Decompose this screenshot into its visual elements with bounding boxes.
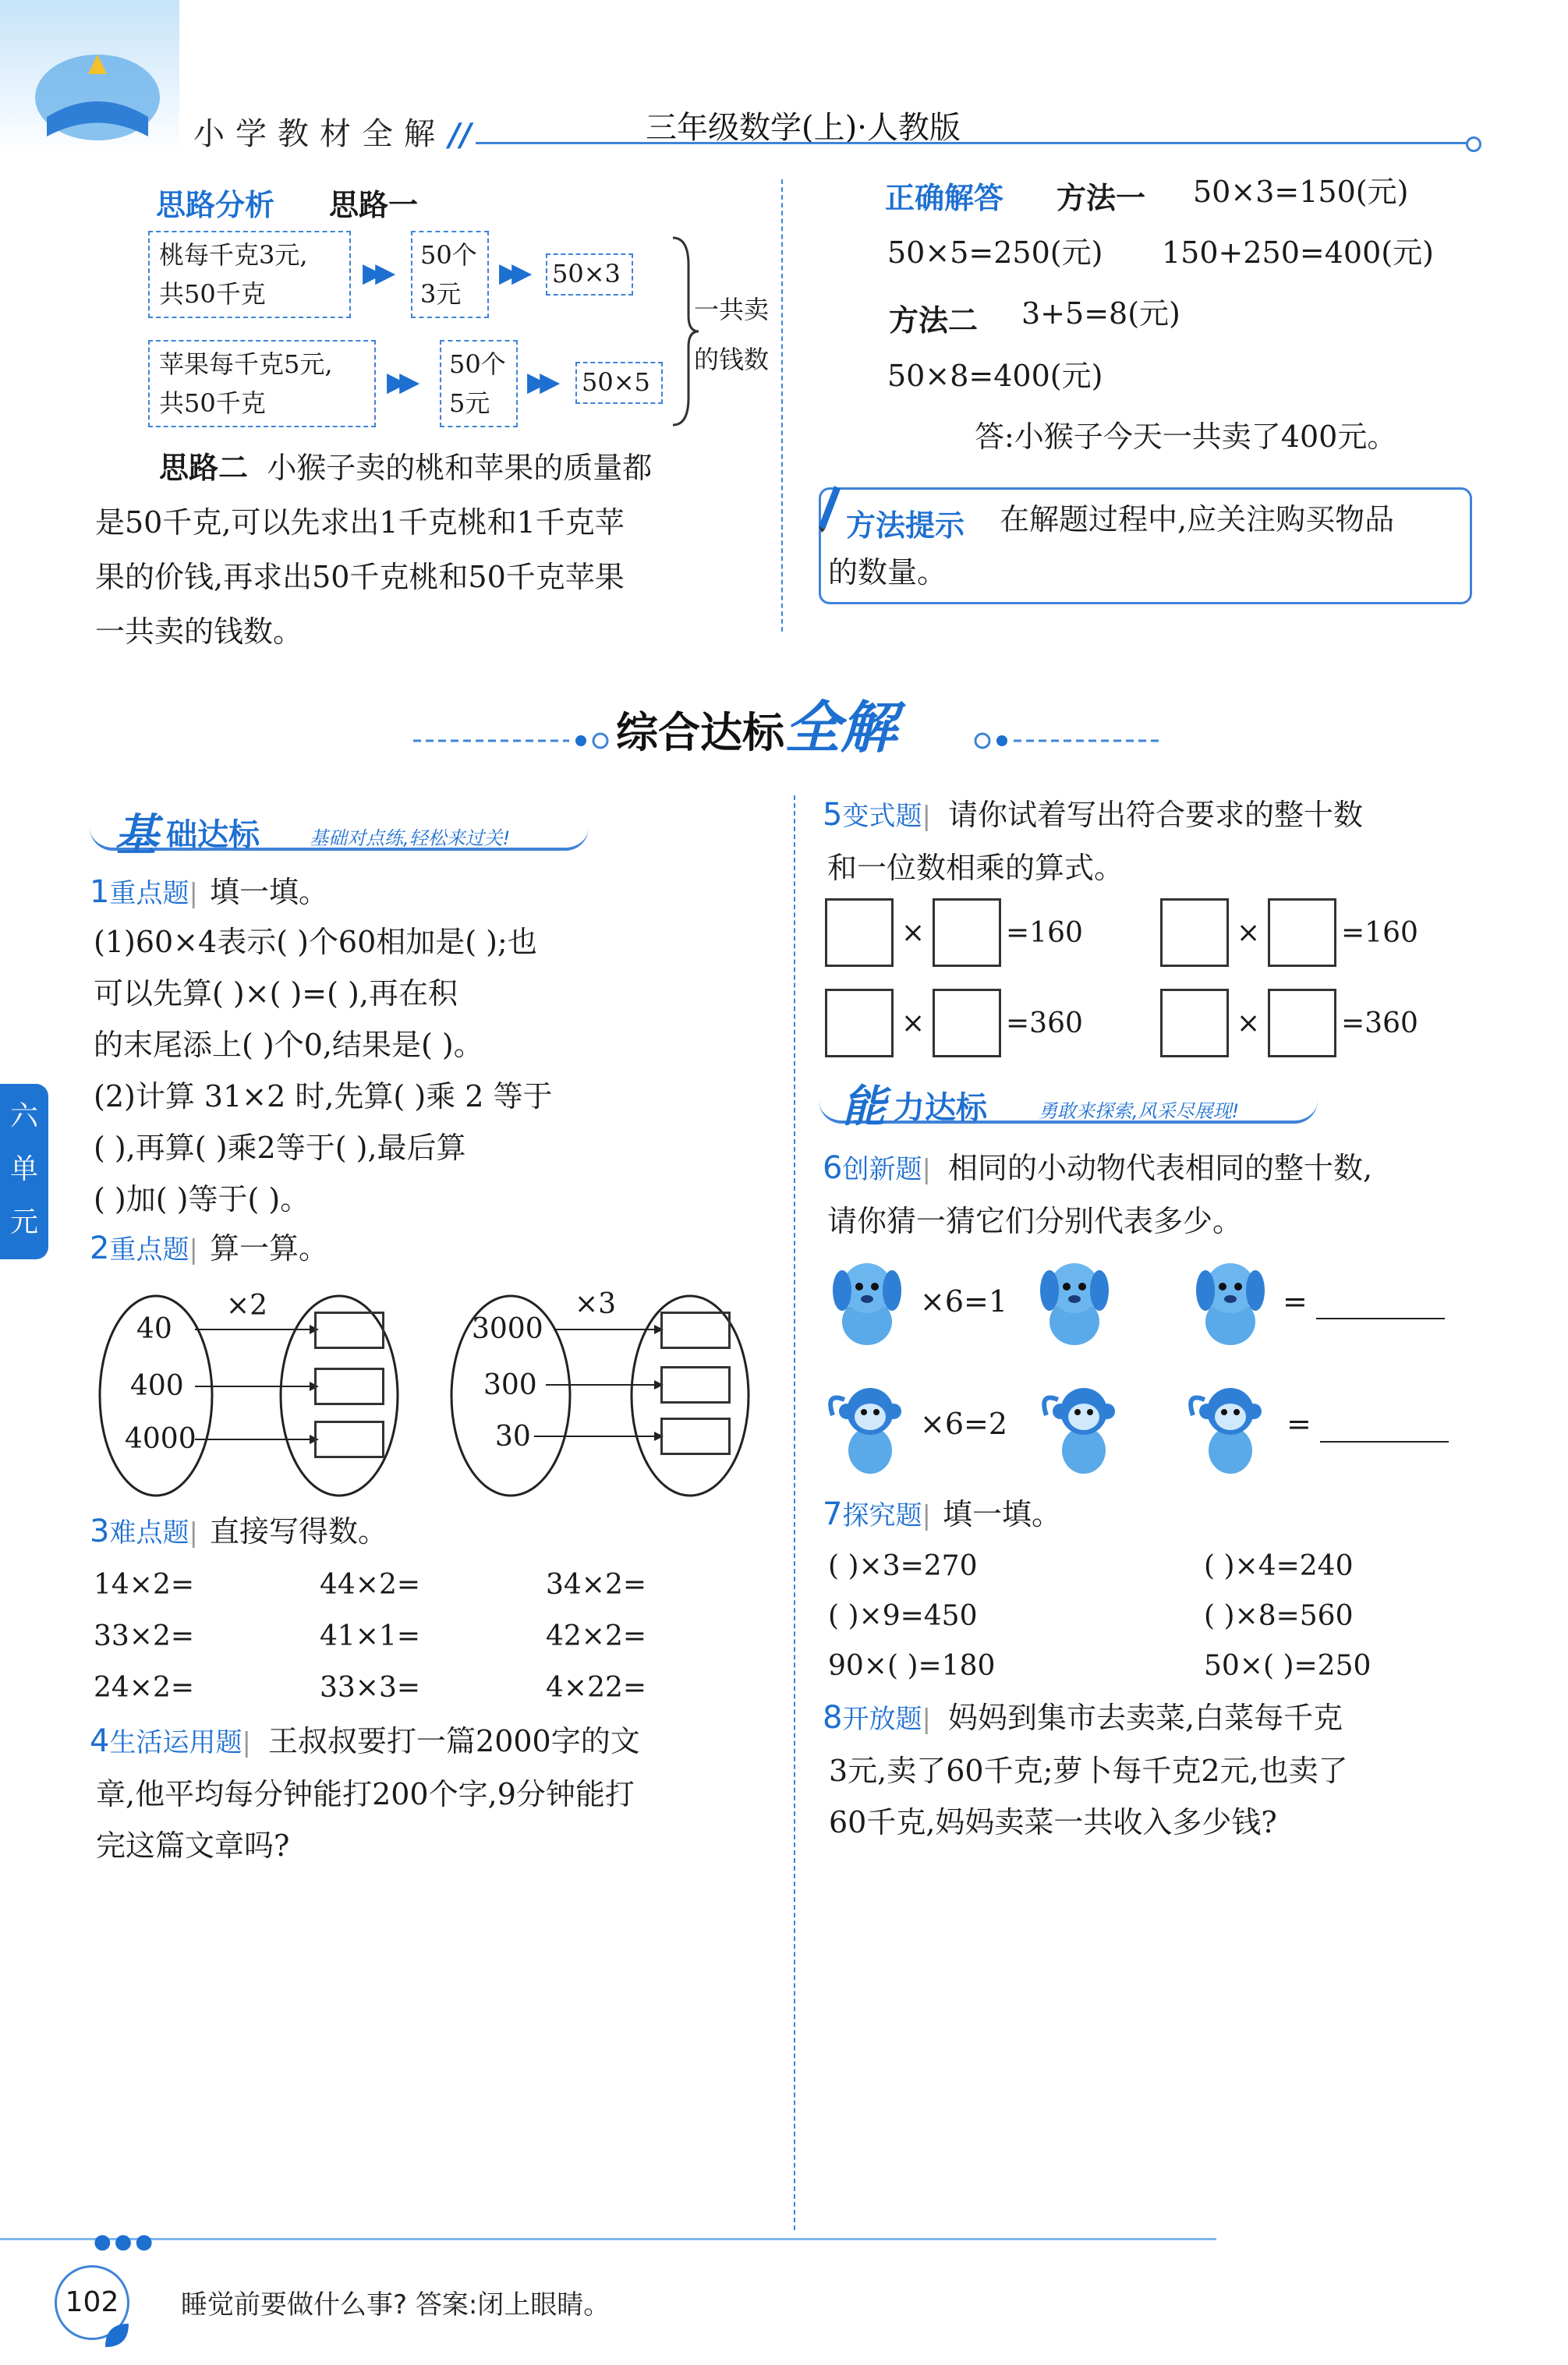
answer-box[interactable]: [1160, 898, 1229, 967]
top-column-separator: [781, 179, 783, 632]
header-slash-icon: //: [448, 117, 472, 154]
tip-text-1: 在解题过程中,应关注购买物品: [1000, 502, 1395, 536]
answer-box[interactable]: [825, 989, 894, 1057]
method1-label: 方法一: [1057, 181, 1146, 215]
q2-left-op: ×2: [226, 1290, 268, 1322]
basic-banner: 基 础达标 基础对点练,轻松来过关!: [90, 807, 589, 855]
apple-expr-box: 50×5: [575, 362, 663, 404]
solution-label: 正确解答: [885, 181, 1004, 215]
analysis-label: 思路分析: [156, 188, 275, 222]
arrow-icon: ▶▶: [527, 366, 553, 398]
route2-text: 思路二 小猴子卖的桃和苹果的质量都 是50千克,可以先求出1千克桃和1千克苹 果的价钱,再求出50千克桃和50千克苹果 一共卖的钱数。: [95, 451, 653, 649]
header-logo: [0, 0, 179, 156]
q3-grid: 14×2= 44×2= 34×2= 33×2= 41×1= 42×2= 24×2= 33×3= 4×22=: [94, 1569, 647, 1704]
m1-eq1: 50×3=150(元): [1193, 175, 1409, 209]
peach-expr-box: 50×3: [546, 253, 633, 296]
answer-box[interactable]: [660, 1312, 731, 1349]
bottom-column-separator: [794, 795, 795, 2230]
q4-block: 4生活运用题| 王叔叔要打一篇2000字的文 章,他平均每分钟能打200个字,9分钟能打 完这篇文章吗?: [90, 1723, 640, 1863]
q7-grid: ( )×3=270 ( )×4=240 ( )×9=450 ( )×8=560 90×( )=180 50×( )=250: [828, 1550, 1372, 1682]
q2-right-num-1: 3000: [472, 1313, 543, 1345]
answer-text: 答:小猴子今天一共卖了400元。: [975, 420, 1397, 454]
answer-box[interactable]: [1268, 898, 1336, 967]
answer-box[interactable]: [933, 898, 1001, 967]
tip-text-2: 的数量。: [828, 555, 947, 589]
header-left-title: 小学教材全解: [193, 116, 446, 152]
page-number: 102: [55, 2265, 129, 2340]
q6-blank1-eq: =: [1283, 1284, 1308, 1319]
footer-riddle: 睡觉前要做什么事? 答案:闭上眼睛。: [181, 2289, 611, 2321]
arrow-icon: ▶▶: [499, 257, 525, 289]
book-logo-icon: [0, 0, 179, 156]
q2-right-op: ×3: [575, 1288, 617, 1320]
q5-block: 5变式题| 请你试着写出符合要求的整十数 和一位数相乘的算式。: [823, 797, 1364, 885]
q8-block: 8开放题| 妈妈到集市去卖菜,白菜每千克 3元,卖了60千克;萝卜每千克2元,也卖了 60千克,妈妈卖菜一共收入多少钱?: [823, 1700, 1348, 1839]
m2-eq1: 3+5=8(元): [1021, 296, 1180, 331]
unit-side-tab: 六 单 元: [0, 1084, 48, 1259]
q6-eq1: ×6=1: [920, 1284, 1008, 1319]
answer-box[interactable]: [314, 1421, 384, 1458]
m2-eq2: 50×8=400(元): [887, 359, 1103, 393]
answer-box[interactable]: [1160, 989, 1229, 1057]
m1-eq3: 150+250=400(元): [1162, 235, 1434, 270]
monkey-icon: [825, 1376, 911, 1481]
q6-blank1-line[interactable]: [1316, 1318, 1445, 1319]
q6-blank2-line[interactable]: [1320, 1441, 1449, 1443]
arrow-icon: ▶▶: [387, 366, 412, 398]
apple-box: 苹果每千克5元, 共50千克: [148, 340, 376, 427]
section-title: 综合达标全解: [616, 695, 897, 760]
q2-left-num-3: 4000: [125, 1423, 196, 1455]
monkey-icon: [1039, 1376, 1124, 1481]
q6-eq2: ×6=2: [920, 1407, 1008, 1441]
answer-box[interactable]: [314, 1368, 384, 1405]
dog-icon: [1191, 1255, 1269, 1352]
header-right-title: 三年级数学(上)·人教版: [646, 110, 961, 146]
arrow-icon: ▶▶: [363, 257, 388, 289]
footer-dots: ●●●: [94, 2230, 157, 2253]
q1-header: 1重点题| 填一填。: [90, 874, 329, 910]
q2-left-num-1: 40: [136, 1313, 172, 1345]
route1-label: 思路一: [329, 188, 419, 222]
pencil-icon: [811, 480, 842, 537]
dog-icon: [828, 1255, 906, 1352]
q2-header: 2重点题| 算一算。: [90, 1230, 329, 1266]
peach-mid-box: 50个 3元: [411, 231, 489, 318]
answer-box[interactable]: [1268, 989, 1336, 1057]
header-rule: [476, 142, 1474, 144]
q2-left-num-2: 400: [130, 1370, 184, 1402]
answer-box[interactable]: [660, 1418, 731, 1455]
apple-mid-box: 50个 5元: [440, 340, 518, 427]
q2-right-num-3: 30: [495, 1421, 531, 1453]
q1-body: (1)60×4表示( )个60相加是( );也 可以先算( )×( )=( ),再在积 的末尾添上( )个0,结果是( )。 (2)计算 31×2 时,先算( )乘 2 等于 ( ),再算( )乘2等于( ),最后算 ( )加( )等于( )。: [94, 925, 553, 1216]
m1-eq2: 50×5=250(元): [887, 235, 1103, 270]
answer-box[interactable]: [314, 1312, 384, 1349]
peach-box: 桃每千克3元, 共50千克: [148, 231, 351, 318]
q6-blank2-eq: =: [1287, 1407, 1311, 1441]
q2-left-diagram: [97, 1287, 409, 1505]
leaf-icon: [101, 2320, 133, 2354]
header-rule-dot: [1466, 136, 1481, 152]
dog-icon: [1035, 1255, 1113, 1352]
q3-header: 3难点题| 直接写得数。: [90, 1514, 388, 1549]
method2-label: 方法二: [889, 303, 979, 338]
answer-box[interactable]: [825, 898, 894, 967]
answer-box[interactable]: [933, 989, 1001, 1057]
monkey-icon: [1185, 1376, 1271, 1481]
tip-label: 方法提示: [846, 508, 965, 543]
footer-rule: [0, 2238, 1216, 2240]
q7-header: 7探究题| 填一填。: [823, 1496, 1062, 1532]
total-label: 一共卖 的钱数: [694, 295, 770, 374]
q2-right-diagram: [448, 1287, 760, 1505]
q5-equations: × =160 × =160 × =360 × =360: [825, 898, 1511, 1062]
answer-box[interactable]: [660, 1366, 731, 1404]
ability-banner: 能 力达标 勇敢来探索,风采尽展现!: [819, 1080, 1318, 1128]
q6-block: 6创新题| 相同的小动物代表相同的整十数, 请你猜一猜它们分别代表多少。: [823, 1150, 1373, 1238]
q2-right-num-2: 300: [483, 1369, 537, 1401]
